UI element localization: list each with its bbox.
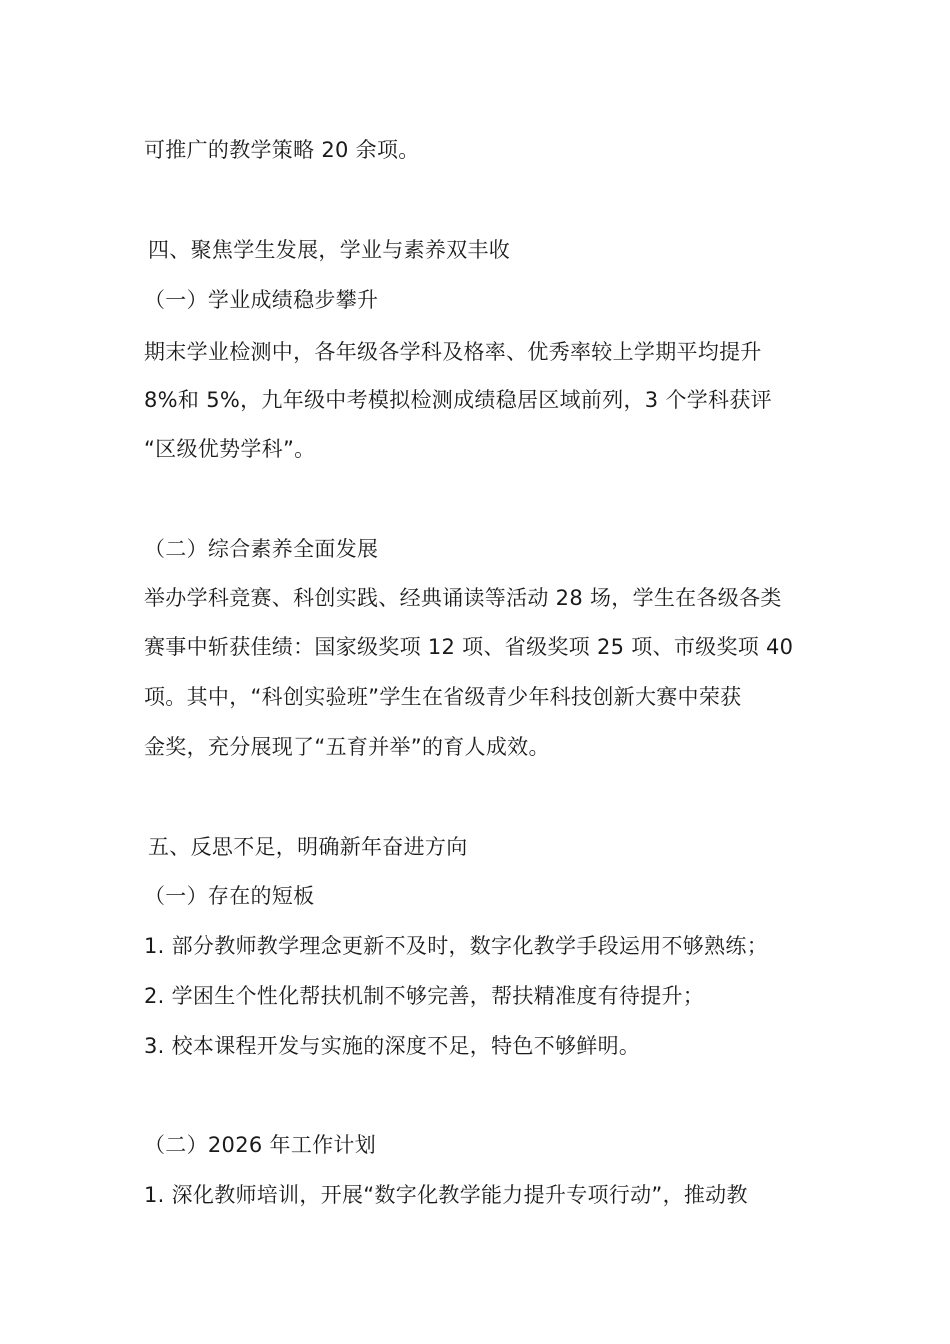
paragraph-line: 金奖，充分展现了“五育并举”的育人成效。 bbox=[144, 735, 550, 759]
list-item: 1. 深化教师培训，开展“数字化教学能力提升专项行动”，推动教 bbox=[144, 1183, 748, 1207]
list-item: 1. 部分教师教学理念更新不及时，数字化教学手段运用不够熟练； bbox=[144, 934, 769, 958]
paragraph-line: 举办学科竞赛、科创实践、经典诵读等活动 28 场，学生在各级各类 bbox=[144, 586, 782, 610]
section-4-sub-1-heading: （一）学业成绩稳步攀升 bbox=[144, 288, 379, 312]
paragraph-line: “区级优势学科”。 bbox=[144, 437, 316, 461]
section-4-sub-2-heading: （二）综合素养全面发展 bbox=[144, 537, 379, 561]
list-item: 2. 学困生个性化帮扶机制不够完善，帮扶精准度有待提升； bbox=[144, 984, 705, 1008]
list-item: 3. 校本课程开发与实施的深度不足，特色不够鲜明。 bbox=[144, 1034, 641, 1058]
paragraph-line: 期末学业检测中，各年级各学科及格率、优秀率较上学期平均提升 bbox=[144, 340, 762, 364]
paragraph-line: 赛事中斩获佳绩：国家级奖项 12 项、省级奖项 25 项、市级奖项 40 bbox=[144, 635, 794, 659]
paragraph-line: 项。其中，“科创实验班”学生在省级青少年科技创新大赛中荣获 bbox=[144, 685, 742, 709]
section-5-sub-1-heading: （一）存在的短板 bbox=[144, 884, 315, 908]
section-5-sub-2-heading: （二）2026 年工作计划 bbox=[144, 1133, 377, 1157]
section-5-heading: 五、反思不足，明确新年奋进方向 bbox=[148, 835, 468, 859]
paragraph-line: 8%和 5%，九年级中考模拟检测成绩稳居区域前列，3 个学科获评 bbox=[144, 388, 772, 412]
paragraph-continuation: 可推广的教学策略 20 余项。 bbox=[144, 138, 420, 162]
section-4-heading: 四、聚焦学生发展，学业与素养双丰收 bbox=[148, 238, 511, 262]
